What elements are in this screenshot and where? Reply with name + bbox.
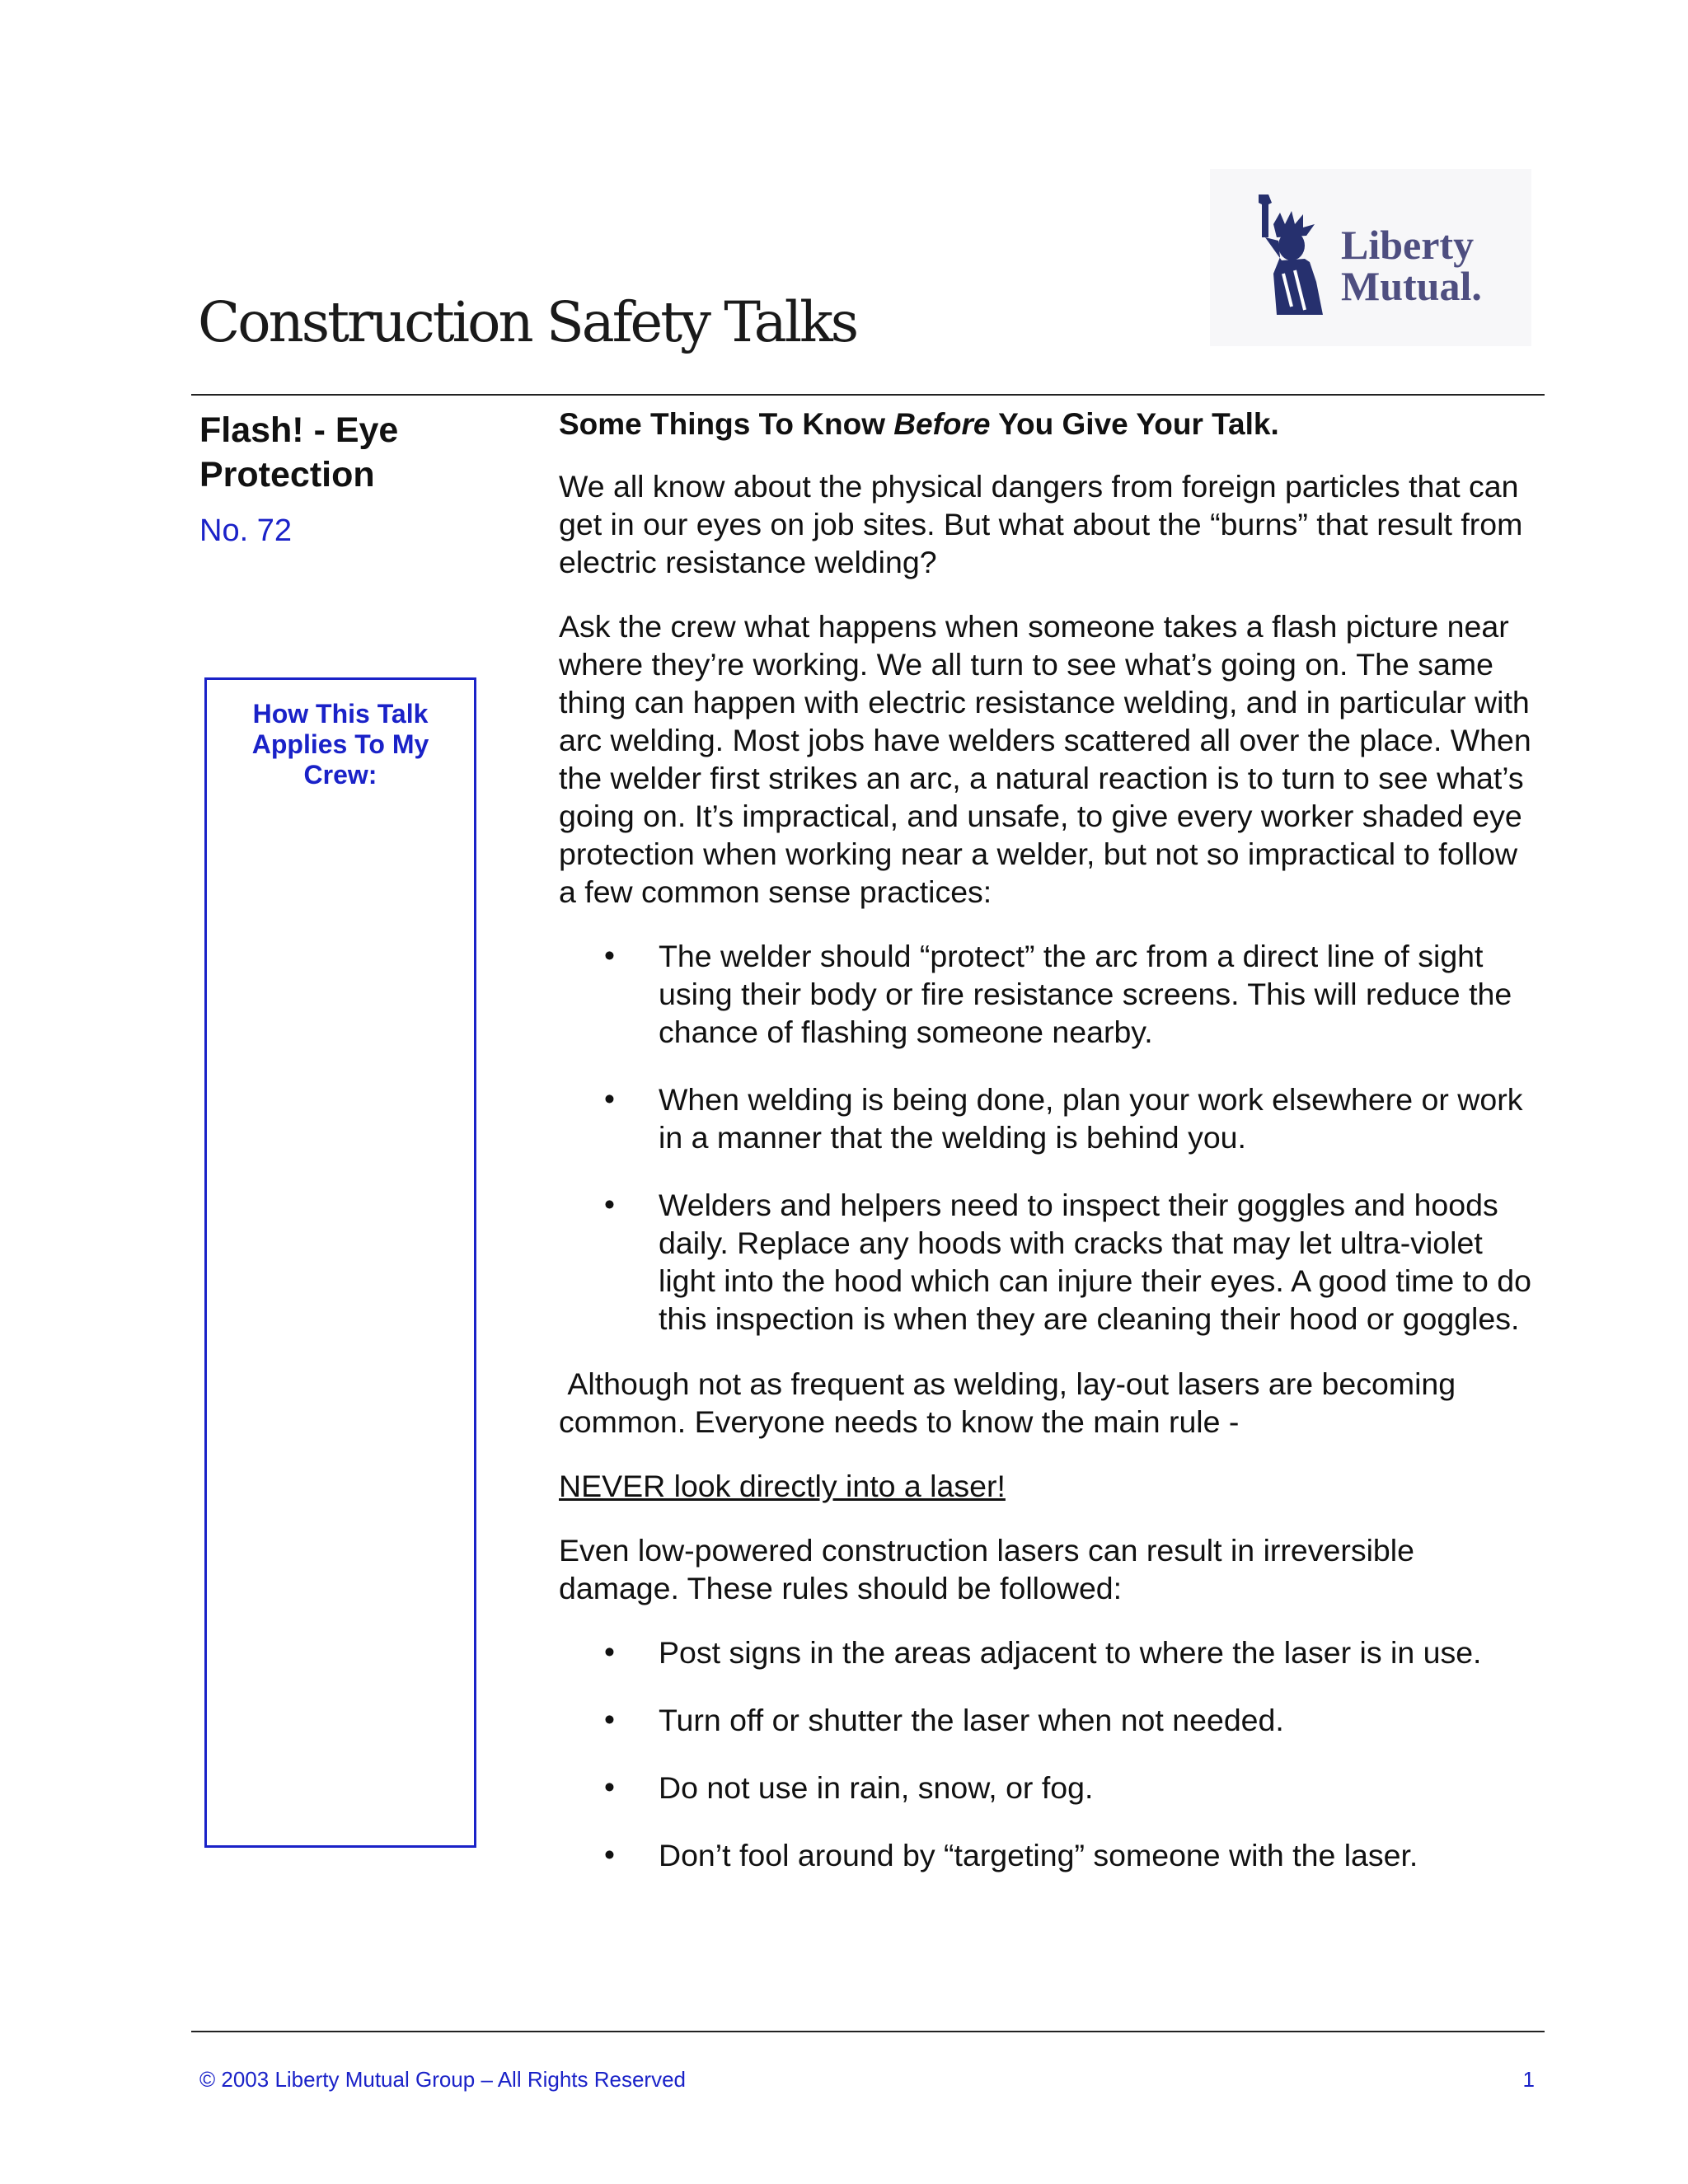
welding-practices-list <box>559 937 1536 1338</box>
footer-divider <box>191 2031 1545 2032</box>
list-item: • Don’t fool around by “targeting” someone with the laser. <box>559 1836 1536 1874</box>
statue-of-liberty-icon <box>1240 191 1331 323</box>
header-divider <box>191 394 1545 396</box>
list-item: • Post signs in the areas adjacent to where the laser is in use. <box>559 1633 1536 1671</box>
copyright-notice: © 2003 Liberty Mutual Group – All Rights Reserved <box>199 2067 687 2092</box>
crew-paragraph: Ask the crew what happens when someone takes a flash picture near where they’re working. We all turn to see what’s going on. The same thing can happen with electric resistance welding, and in particular with arc welding. Most jobs have welders scattered all over the place. When the welder first strikes an arc, a natural reaction is to turn to see what’s going on. It’s impractical, and unsafe, to give every worker shaded eye protection when working near a welder, but not so impractical to follow a few common sense practices: <box>559 609 1531 909</box>
talk-content <box>559 405 1536 1901</box>
list-item: • Turn off or shutter the laser when not needed. <box>559 1701 1536 1739</box>
main-rule: NEVER look directly into a laser! <box>559 1469 1006 1503</box>
heading-post: You Give Your Talk. <box>990 407 1279 441</box>
logo-line-2: Mutual. <box>1341 263 1482 309</box>
series-title: Construction Safety Talks <box>198 290 857 354</box>
crew-notes-box <box>204 677 476 1848</box>
talk-title: Flash! - Eye Protection <box>199 410 399 494</box>
laser-intro-paragraph: Although not as frequent as welding, lay-out lasers are becoming common. Everyone needs to know the main rule - <box>559 1366 1465 1439</box>
laser-paragraph: Even low-powered construction lasers can result in irreversible damage. These rules should be followed: <box>559 1533 1414 1605</box>
list-item: • When welding is being done, plan your work elsewhere or work in a manner that the welding is behind you. <box>559 1080 1536 1156</box>
crew-notes-label: How This Talk Applies To My Crew: <box>251 699 429 790</box>
list-item: • Welders and helpers need to inspect their goggles and hoods daily. Replace any hoods with cracks that may let ultra-violet light into the hood which can injure their eyes. A good time to do this inspection is when they are cleaning their hood or goggles. <box>559 1186 1536 1338</box>
laser-rules-list <box>559 1633 1536 1874</box>
intro-paragraph: We all know about the physical dangers from foreign particles that can get in our eyes on job sites. But what about the “burns” that result from electric resistance welding? <box>559 469 1523 579</box>
heading-pre: Some Things To Know <box>559 407 894 441</box>
content-heading <box>559 405 1536 443</box>
sidebar <box>199 408 504 549</box>
list-item: • Do not use in rain, snow, or fog. <box>559 1769 1536 1807</box>
heading-emphasis: Before <box>893 407 991 441</box>
list-item: • The welder should “protect” the arc from a direct line of sight using their body or fire resistance screens. This will reduce the chance of flashing someone nearby. <box>559 937 1536 1051</box>
logo-wordmark <box>1341 224 1482 307</box>
talk-number: No. 72 <box>199 513 292 548</box>
page-number: 1 <box>1522 2067 1535 2092</box>
logo-line-1: Liberty <box>1341 222 1475 268</box>
